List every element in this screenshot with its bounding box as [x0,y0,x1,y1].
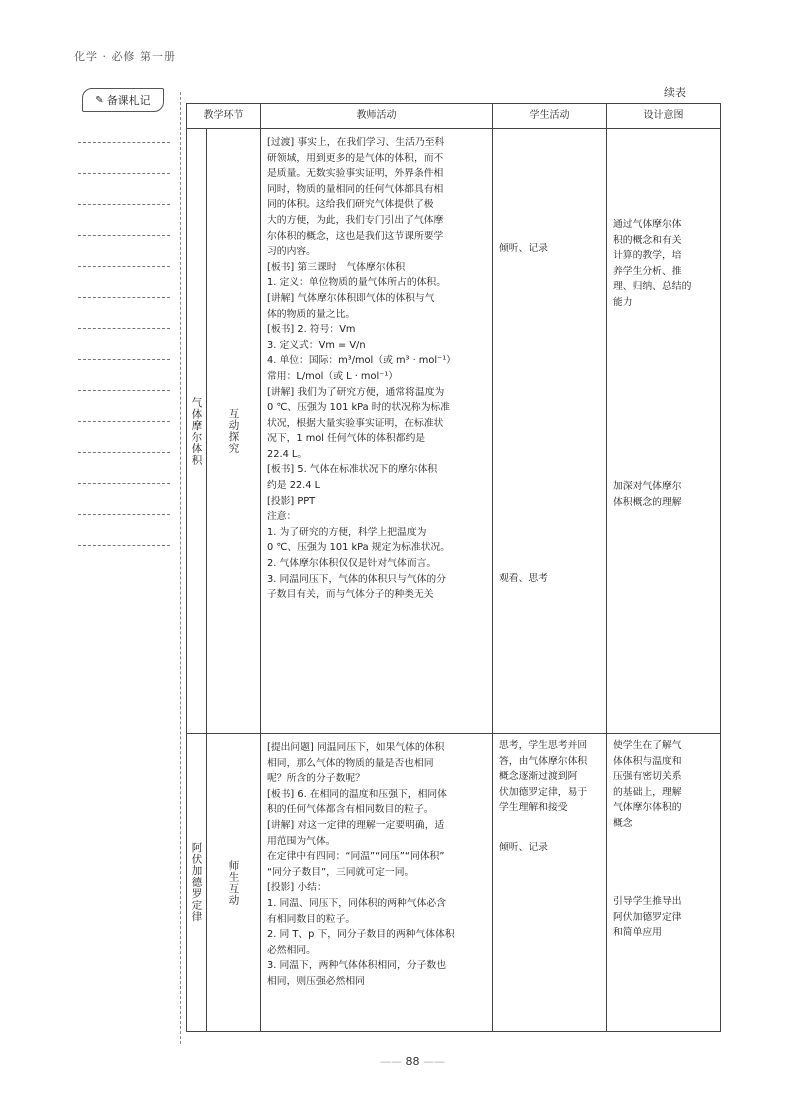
teacher-line: 1. 为了研究的方便，科学上把温度为 [267,526,427,538]
design-intent-cell [607,129,721,734]
block-line: 伏加德罗定律，易于 [499,786,588,798]
teacher-line: 状况，根据大量实验事实证明，在标准状 [267,417,444,429]
pencil-icon: ✎ [95,94,104,106]
note-line [78,359,170,360]
col-header-design: 设计意图 [607,104,721,129]
section-cell [187,734,207,1032]
block-line: 概念逐渐过渡到阿 [499,771,578,783]
col-header-student: 学生活动 [493,104,607,129]
col-header-stage: 教学环节 [187,104,261,129]
teacher-line: 1. 定义：单位物质的量气体所占的体积。 [267,277,447,289]
teacher-line: 0 ℃、压强为 101 kPa 时的状况称为标准 [267,402,451,414]
teacher-line: 习的内容。 [267,246,316,258]
block-line: 阿伏加德罗定律 [613,911,682,923]
teacher-line: 必然相同。 [267,944,316,956]
teacher-line: 在定律中有四同：“同温”“同压”“同体积” [267,851,445,863]
teacher-line: 用范围为气体。 [267,835,336,847]
teacher-line: 4. 单位：国际：m³/mol（或 m³ · mol⁻¹） [267,355,456,367]
design-intent-cell [607,734,721,1032]
block-line: 理、归纳、总结的 [613,281,692,293]
teacher-line: 同时，物质的量相同的任何气体都具有相 [267,183,444,195]
teacher-line: 呢？所含的分子数呢？ [267,773,365,785]
note-line [78,173,170,174]
teacher-line: 研领域，用到更多的是气体的体积，而不 [267,152,444,164]
student-activity-cell [493,129,607,734]
teacher-line: 22.4 L。 [267,448,308,460]
student-activity-cell [493,734,607,1032]
teacher-line: 相同，则压强必然相同 [267,975,365,987]
teacher-line: [投影] PPT [267,495,316,507]
design-text-1 [613,217,716,311]
note-line [78,421,170,422]
student-text-1 [499,738,602,816]
lesson-table [186,103,721,1032]
student-text-2 [499,840,602,856]
block-line: 体体积与温度和 [613,755,682,767]
teacher-activity-cell [261,129,493,734]
teacher-line: [讲解] 气体摩尔体积即气体的体积与气 [267,292,435,304]
notes-label-text: 备课札记 [106,94,151,107]
teacher-line: 2. 同 T、p 下，同分子数目的两种气体体积 [267,929,455,941]
teacher-line: 有相同数目的粒子。 [267,913,356,925]
block-line: 答，由气体摩尔体积 [499,755,588,767]
notes-label [82,88,164,112]
teacher-line: 子数目有关，而与气体分子的种类无关 [267,589,434,601]
teacher-line: [板书] 2. 符号：Vm [267,324,356,336]
teacher-text [267,135,488,603]
block-line: 的基础上，理解 [613,786,682,798]
margin-divider [180,92,181,1044]
block-line: 使学生在了解气 [613,740,682,751]
block-line: 倾听、记录 [499,842,548,853]
teacher-line: [讲解] 我们为了研究方便，通常将温度为 [267,386,445,398]
teacher-line: 约是 22.4 L [267,480,321,492]
student-text-2: 观看、思考 [499,573,548,584]
table-row [187,734,721,1032]
design-text-1 [613,738,716,832]
note-line [78,142,170,143]
stage-cell [207,734,261,1032]
note-line [78,266,170,267]
block-line: 气体摩尔体积的 [613,802,682,814]
teacher-text [267,740,488,990]
teacher-line: 1. 同温、同压下，同体积的两种气体必含 [267,897,447,909]
note-line [78,452,170,453]
teacher-line: 3. 同温下，两种气体体积相同，分子数也 [267,960,447,972]
stage-cell [207,129,261,734]
block-line: 计算的教学，培 [613,250,682,262]
teacher-line: [板书] 第三课时 气体摩尔体积 [267,261,406,273]
section-cell [187,129,207,734]
teacher-line: [板书] 6. 在相同的温度和压强下，相同体 [267,788,447,800]
teacher-line: “同分子数目”，三同就可定一同。 [267,866,415,878]
teacher-line: [过渡] 事实上，在我们学习、生活乃至科 [267,137,445,148]
design-text-2 [613,894,716,941]
block-line: 积的概念和有关 [613,234,682,246]
teacher-line: 0 ℃、压强为 101 kPa 规定为标准状况。 [267,542,451,554]
block-line: 通过气体摩尔体 [613,219,682,230]
block-line: 引导学生推导出 [613,896,682,907]
block-line: 能力 [613,296,633,308]
note-line [78,204,170,205]
teacher-line: 2. 气体摩尔体积仅仅是针对气体而言。 [267,558,437,570]
teacher-line: 相同，那么气体的物质的量是否也相同 [267,757,434,769]
teacher-line: 注意： [267,511,297,523]
teacher-line: [提出问题] 同温同压下，如果气体的体积 [267,742,445,753]
teacher-line: 3. 定义式：Vm = V/n [267,339,366,351]
page-number-wrap: —— 88 —— [380,1055,445,1068]
teacher-line: 常用：L/mol（或 L · mol⁻¹） [267,370,399,382]
teacher-line: 况下，1 mol 任何气体的体积都约是 [267,433,426,445]
table-row [187,129,721,734]
teacher-line: [板书] 5. 气体在标准状况下的摩尔体积 [267,464,438,476]
note-line [78,390,170,391]
block-line: 学生理解和接受 [499,802,568,814]
teacher-line: [投影] 小结： [267,882,327,894]
block-line: 思考，学生思考并回 [499,740,588,751]
teacher-line: 大的方便，为此，我们专门引出了气体摩 [267,214,444,226]
note-line [78,514,170,515]
teacher-activity-cell [261,734,493,1032]
teacher-line: 3. 同温同压下，气体的体积只与气体的分 [267,573,447,585]
col-header-teacher: 教师活动 [261,104,493,129]
section-title: 阿伏加德罗定律 [190,842,203,923]
table-header-row [187,104,721,129]
section-title: 气体摩尔体积 [190,396,203,466]
continued-label: 续表 [664,86,686,99]
teacher-line: 是质量。无数实验事实证明，外界条件相 [267,168,444,180]
block-line: 和简单应用 [613,927,662,939]
student-text-1: 倾听、记录 [499,243,548,254]
block-line: 压强有密切关系 [613,771,682,783]
page-number: 88 [405,1055,420,1068]
teacher-line: 体的物质的量之比。 [267,308,356,320]
note-line [78,545,170,546]
stage-title: 师生互动 [227,859,240,906]
book-title: 化学 · 必修 第一册 [74,50,176,63]
design-text-2 [613,479,716,510]
block-line: 加深对气体摩尔 [613,481,682,492]
teacher-line: [讲解] 对这一定律的理解一定要明确，适 [267,819,445,831]
teacher-line: 积的任何气体都含有相同数目的粒子。 [267,804,434,816]
block-line: 养学生分析、推 [613,265,682,277]
block-line: 体积概念的理解 [613,496,682,508]
note-line [78,483,170,484]
note-line [78,328,170,329]
note-line [78,235,170,236]
stage-title: 互动探究 [227,408,240,454]
teacher-line: 尔体积的概念，这也是我们这节课所要学 [267,230,444,242]
block-line: 概念 [613,817,633,829]
note-line [78,297,170,298]
teacher-line: 同的体积。这给我们研究气体提供了极 [267,199,434,211]
